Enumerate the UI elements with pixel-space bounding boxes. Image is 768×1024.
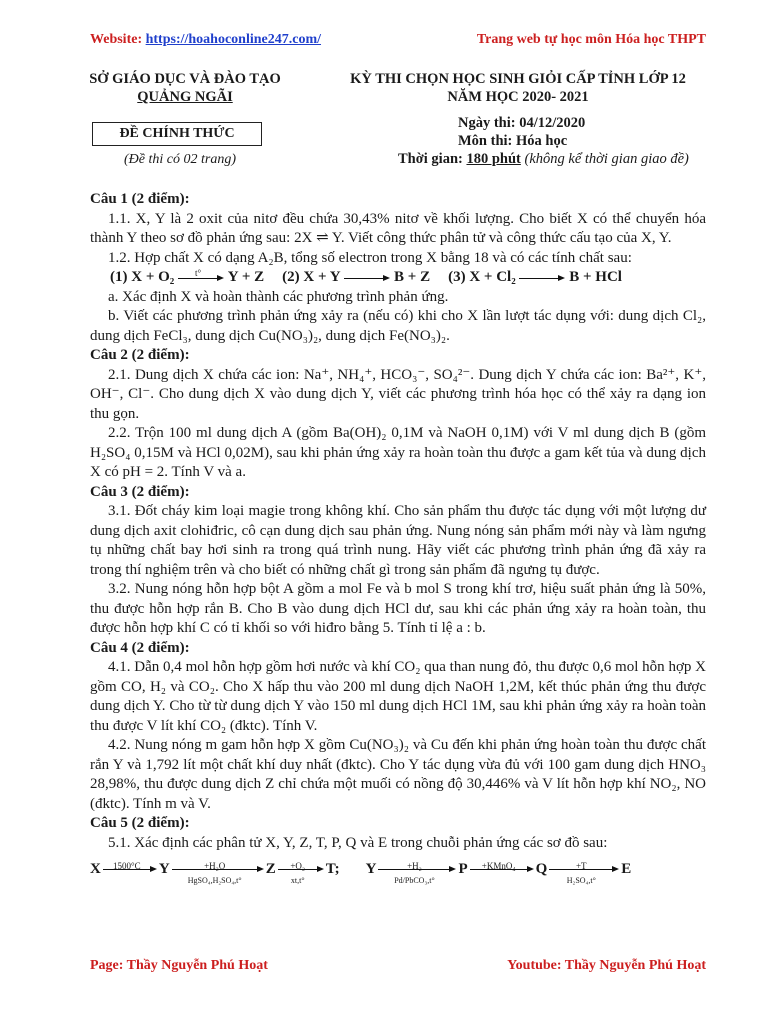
arrow-bottom-label: Pd/PbCO₃,t° xyxy=(394,876,435,885)
arrow-icon xyxy=(549,857,619,883)
arrow-icon xyxy=(519,272,565,284)
time-label: Thời gian: xyxy=(398,151,463,167)
exam-meta xyxy=(328,114,728,168)
exam-date: Ngày thi: 04/12/2020 xyxy=(458,115,586,131)
reaction-1-right: Y + Z xyxy=(227,269,265,285)
q4-1-text: 4.1. Dẫn 0,4 mol hỗn hợp gồm hơi nước và khí CO₂ qua than nung đỏ, thu được 0,6 mol hỗn hợp X gồm CO, H₂ và CO₂. Cho X hấp thu vào 200 ml dung dịch NaOH 1,2M, kết thúc phản ứng thu được dung dịch Y. Cho từ từ dung dịch Y vào 150 ml dung dịch HCl 1M, sau khi phản ứng xảy ra hoàn toàn thu được V lít khí CO₂ (đktc). Tính V. xyxy=(90,659,706,734)
reaction-3-right: B + HCl xyxy=(569,269,622,285)
q3-1-text: 3.1. Đốt cháy kim loại magie trong không khí. Cho sản phẩm thu được tác dụng với một lượng dư dung dịch axit clohiđric, cô cạn dung dịch sau phản ứng. Nung nóng sản phẩm mới này và làm ngưng tụ những chất bay hơi sinh ra trong quá trình nung. Hãy viết các phương trình phản ứng đã xảy ra trong thí nghiệm trên và cho biết có những chất gì trong sản phẩm đã ngưng tụ được. xyxy=(90,503,706,578)
chain-e: E xyxy=(621,861,632,878)
arrow-top-label: +O₂ xyxy=(290,861,306,871)
reaction-chain xyxy=(90,857,706,883)
arrow-top-label: 1500°C xyxy=(113,861,141,871)
chain-y2: Y xyxy=(365,861,377,878)
q2-1-text: 2.1. Dung dịch X chứa các ion: Na⁺, NH₄⁺, HCO₃⁻, SO₄²⁻. Dung dịch Y chứa các ion: Ba²⁺, K⁺, OH⁻, Cl⁻. Cho dung dịch X vào dung dịch Y, viết các phương trình hóa học có thể xảy ra dạng ion thu gọn. xyxy=(90,366,706,422)
q4-title: Câu 4 (2 điểm): xyxy=(90,639,190,656)
exam-title-block xyxy=(298,70,738,106)
q5-title: Câu 5 (2 điểm): xyxy=(90,815,190,831)
exam-header xyxy=(70,70,708,180)
website-line xyxy=(90,32,321,48)
arrow-icon xyxy=(470,857,534,883)
site-slogan: Trang web tự học môn Hóa học THPT xyxy=(476,32,706,47)
chain-t: T; xyxy=(325,861,340,878)
official-box: ĐỀ CHÍNH THỨC xyxy=(92,122,262,146)
pages-note: (Đề thi có 02 trang) xyxy=(124,152,236,167)
q1-2-a: a. Xác định X và hoàn thành các phương trình phản ứng. xyxy=(108,288,449,305)
arrow-bottom-label: xt,t° xyxy=(290,876,305,885)
website-link[interactable]: https://hoahoconline247.com/ xyxy=(145,32,322,47)
time-note: (không kể thời gian giao đề) xyxy=(524,151,689,167)
reaction-row xyxy=(90,268,706,288)
arrow-icon xyxy=(378,857,456,883)
arrow-condition: t° xyxy=(194,267,202,278)
exam-time xyxy=(328,150,728,168)
chain-y: Y xyxy=(158,861,170,878)
arrow-icon xyxy=(172,857,264,883)
q1-title: Câu 1 (2 điểm): xyxy=(90,191,190,207)
reaction-2-right: B + Z xyxy=(394,269,431,285)
reaction-3 xyxy=(448,268,622,288)
footer-youtube: Youtube: Thầy Nguyễn Phú Hoạt xyxy=(507,958,706,973)
q3-title: Câu 3 (2 điểm): xyxy=(90,483,190,500)
q2-title: Câu 2 (2 điểm): xyxy=(90,347,190,363)
website-label: Website: xyxy=(90,32,143,47)
exam-content xyxy=(90,190,706,883)
reaction-2-left: (2) X + Y xyxy=(282,269,341,285)
footer-page: Page: Thầy Nguyễn Phú Hoạt xyxy=(90,958,268,973)
arrow-icon xyxy=(278,857,324,883)
reaction-2 xyxy=(282,268,430,288)
q5-1-text: 5.1. Xác định các phân tử X, Y, Z, T, P, Q và E trong chuỗi phản ứng các sơ đồ sau: xyxy=(108,834,608,851)
reaction-1-left: (1) X + O₂ xyxy=(110,269,175,285)
arrow-icon xyxy=(103,857,157,883)
arrow-icon xyxy=(178,267,224,284)
chain-x: X xyxy=(90,861,101,878)
chain-z: Z xyxy=(265,861,276,878)
footer-banner xyxy=(90,958,706,978)
q3-2-text: 3.2. Nung nóng hỗn hợp bột A gồm a mol Fe và b mol S trong khí trơ, hiệu suất phản ứng là 50%, thu được hỗn hợp rắn B. Cho B vào dung dịch HCl dư, sau khi các phản ứng xảy ra hoàn toàn, thu được hỗn hợp khí C có tỉ khối so với hiđro bằng 5. Tính tỉ lệ a : b. xyxy=(90,581,706,636)
arrow-top-label: +T xyxy=(575,861,587,871)
arrow-icon xyxy=(344,272,390,284)
exam-subject: Môn thi: Hóa học xyxy=(458,133,568,149)
organization-block xyxy=(70,70,300,106)
arrow-bottom-label: HgSO₄,H₂SO₄,t° xyxy=(187,876,242,885)
exam-title: KỲ THI CHỌN HỌC SINH GIỎI CẤP TỈNH LỚP 12 xyxy=(350,71,686,87)
q1-2-b: b. Viết các phương trình phản ứng xảy ra (nếu có) khi cho X lần lượt tác dụng với: dung dịch Cl₂, dung dịch FeCl₃, dung dịch Cu(NO₃)₂, dung dịch Fe(NO₃)₂. xyxy=(90,308,706,344)
school-year: NĂM HỌC 2020- 2021 xyxy=(447,89,589,105)
department-name: SỞ GIÁO DỤC VÀ ĐÀO TẠO xyxy=(89,71,281,87)
q4-2-text: 4.2. Nung nóng m gam hỗn hợp X gồm Cu(NO₃)₂ và Cu đến khi phản ứng hoàn toàn thu được chất rắn Y và 1,792 lít một chất khí duy nhất (đktc). Cho Y tác dụng vừa đủ với 100 gam dung dịch HNO₃ 28,98%, thu được dung dịch Z chỉ chứa một muối có nồng độ 30,446% và V lít hỗn hợp khí NO₂, NO (đktc). Tính m và V. xyxy=(90,737,706,812)
reaction-3-left: (3) X + Cl₂ xyxy=(448,269,516,285)
q1-2-text: 1.2. Hợp chất X có dạng A₂B, tổng số electron trong X bằng 18 và có các tính chất sau: xyxy=(108,249,632,266)
arrow-top-label: +H₂O xyxy=(204,861,226,871)
arrow-bottom-label: H₂SO₄,t° xyxy=(566,876,596,885)
chain-q: Q xyxy=(535,861,548,878)
time-value: 180 phút xyxy=(466,151,521,167)
arrow-top-label: +KMnO₄ xyxy=(481,861,516,871)
arrow-top-label: +H₂ xyxy=(407,861,422,871)
province-name: QUẢNG NGÃI xyxy=(137,89,233,105)
q1-1-text: 1.1. X, Y là 2 oxit của nitơ đều chứa 30,43% nitơ về khối lượng. Cho biết X có thể chuyển hóa thành Y theo sơ đồ phản ứng sau: 2X ⇌ Y. Viết công thức phân tử và công thức cấu tạo của X, Y. xyxy=(90,210,706,246)
chain-p: P xyxy=(458,861,468,878)
top-banner xyxy=(90,32,706,52)
reaction-1 xyxy=(110,268,264,288)
q2-2-text: 2.2. Trộn 100 ml dung dịch A (gồm Ba(OH)₂ 0,1M và NaOH 0,1M) với V ml dung dịch B (gồm H₂SO₄ 0,15M và HCl 0,02M), sau khi phản ứng xảy ra hoàn toàn thu được a gam kết tủa và dung dịch X có pH = 2. Tính V và a. xyxy=(90,425,706,480)
